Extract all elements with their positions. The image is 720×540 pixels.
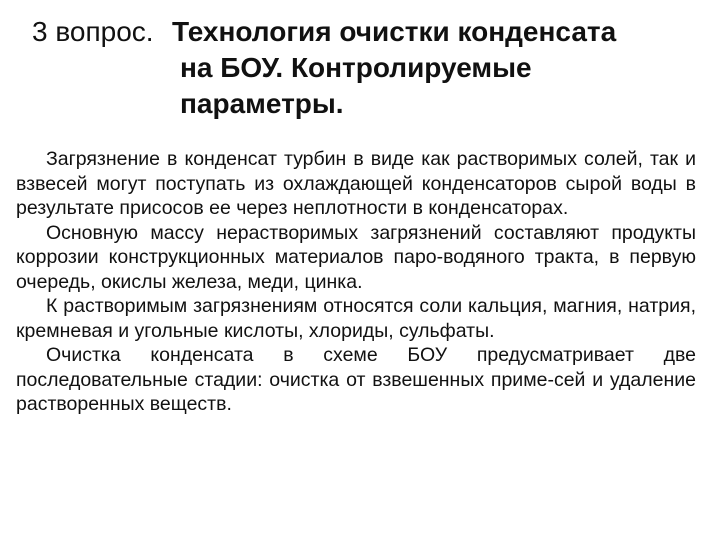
title-line-2: на БОУ. Контролируемые [180,52,532,83]
title-line-1: Технология очистки конденсата [172,16,617,47]
question-number: 3 вопрос. [32,16,154,47]
paragraph-insoluble-impurities: Основную массу нерастворимых загрязнений составляют продукты коррозии конструкционных материалов паро-водяного тракта, в первую очередь, окислы железа, меди, цинка. [16,221,696,293]
title-text [172,14,712,122]
slide-body [16,147,696,417]
paragraph-soluble-impurities: К растворимым загрязнениям относятся соли кальция, магния, натрия, кремневая и угольные кислоты, хлориды, сульфаты. [16,295,696,342]
paragraph-contamination-sources: Загрязнение в конденсат турбин в виде как растворимых солей, так и взвесей могут поступать из охлаждающей конденсаторов сырой воды в результате присосов ее через неплотности в конденсаторах. [16,148,696,219]
title-line-3: параметры. [180,88,344,119]
paragraph-treatment-stages: Очистка конденсата в схеме БОУ предусматривает две последовательные стадии: очистка от взвешенных приме-сей и удаление растворенных веществ. [16,344,696,415]
